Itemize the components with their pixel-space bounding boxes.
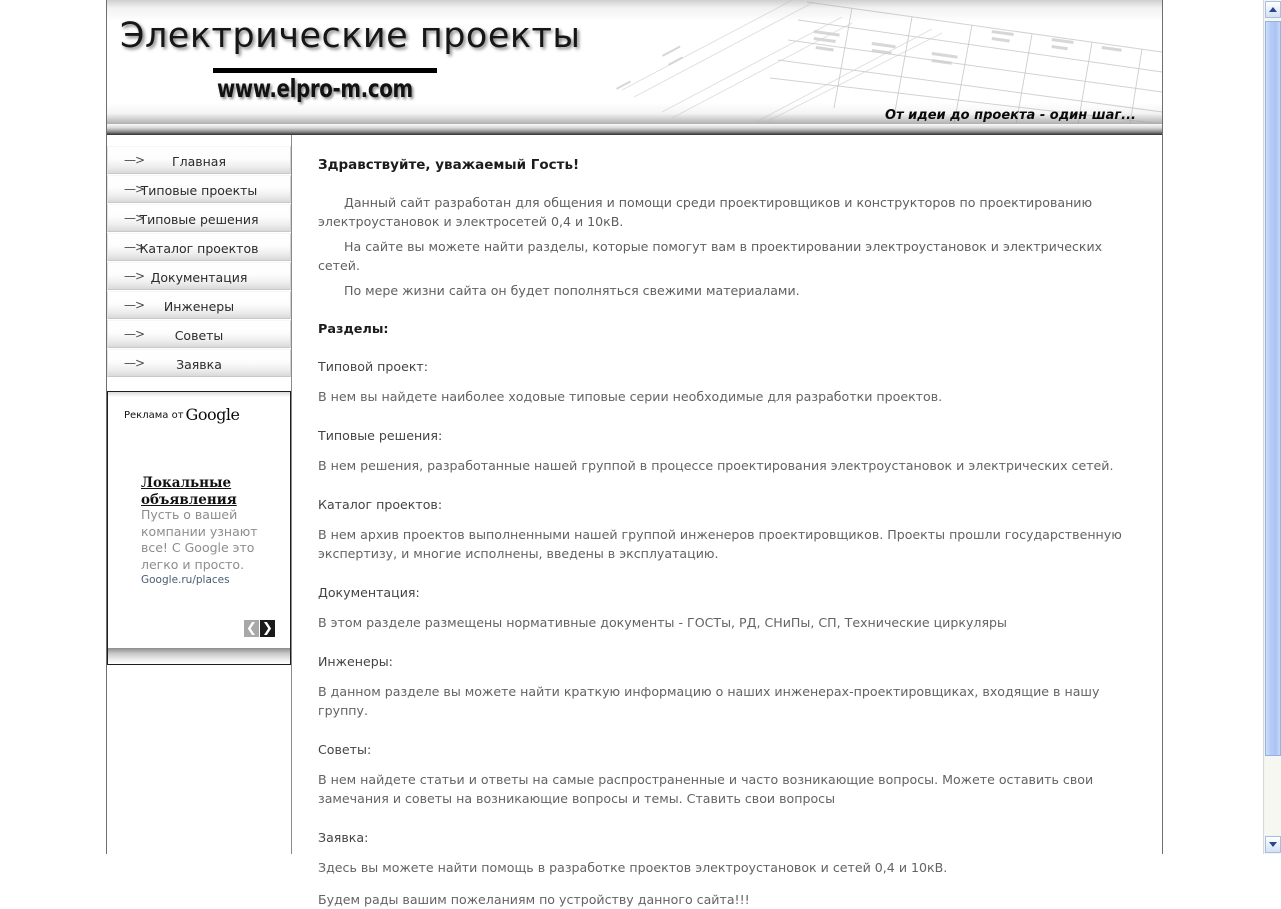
intro-paragraph: По мере жизни сайта он будет пополняться свежими материалами. bbox=[344, 283, 800, 298]
section-body: В нем архив проектов выполненными нашей группой инженеров проектировщиков. Проекты прошли государственную экспертизу, и многие исполнены, введены в эксплуатацию. bbox=[318, 527, 1122, 561]
sidebar-item-zayavka[interactable] bbox=[107, 349, 291, 377]
site-title: Электрические проекты bbox=[120, 16, 581, 56]
arrow-right-icon: —> bbox=[124, 298, 145, 312]
site-header bbox=[107, 0, 1162, 135]
section-body: В этом разделе размещены нормативные документы - ГОСТы, РД, СНиПы, СП, Технические циркуляры bbox=[318, 615, 1007, 630]
sidebar-item-inzhenery[interactable] bbox=[107, 291, 291, 319]
page-title: Здравствуйте, уважаемый Гость! bbox=[318, 157, 580, 173]
sidebar-item-label: Типовые проекты bbox=[140, 183, 258, 198]
arrow-right-icon: —> bbox=[124, 356, 145, 370]
arrow-right-icon: —> bbox=[124, 211, 145, 225]
section-body: Здесь вы можете найти помощь в разработке проектов электроустановок и сетей 0,4 и 10кВ. bbox=[318, 860, 948, 875]
sidebar-item-label: Каталог проектов bbox=[139, 241, 259, 256]
google-logo: Google bbox=[185, 405, 240, 424]
intro-paragraph: На сайте вы можете найти разделы, которые помогут вам в проектировании электроустановок и электрических сетей. bbox=[318, 239, 1103, 273]
sidebar-item-glavnaya[interactable] bbox=[107, 146, 291, 174]
page-body bbox=[107, 135, 1162, 907]
sidebar-item-label: Главная bbox=[172, 154, 226, 169]
ad-brand-prefix: Реклама от bbox=[124, 410, 184, 421]
scrollbar-thumb[interactable] bbox=[1265, 21, 1281, 756]
main-content bbox=[292, 135, 1162, 909]
sidebar-item-label: Инженеры bbox=[163, 299, 235, 314]
sections-heading: Разделы: bbox=[318, 322, 389, 337]
section-title: Инженеры: bbox=[318, 654, 393, 669]
ad-headline-link[interactable]: Локальные объявления bbox=[141, 475, 237, 508]
arrow-right-icon: —> bbox=[124, 182, 145, 196]
scroll-down-button[interactable] bbox=[1265, 836, 1281, 853]
sidebar-item-label: Документация bbox=[150, 270, 248, 285]
ad-prev-arrow-icon[interactable]: ❮ bbox=[244, 620, 259, 637]
ad-next-arrow-icon[interactable]: ❯ bbox=[260, 620, 275, 637]
ad-bottom-gradient bbox=[108, 648, 290, 664]
blueprint-artwork-image bbox=[602, 0, 1162, 124]
arrow-right-icon: —> bbox=[124, 327, 145, 341]
arrow-right-icon: —> bbox=[124, 269, 145, 283]
section-title: Советы: bbox=[318, 742, 372, 757]
vertical-scrollbar[interactable] bbox=[1263, 0, 1280, 854]
section-body: В нем решения, разработанные нашей группой в процессе проектирования электроустановок и электрических сетей. bbox=[318, 458, 1114, 473]
ad-display-url-link[interactable]: Google.ru/places bbox=[141, 574, 230, 586]
intro-paragraph: Данный сайт разработан для общения и помощи среди проектировщиков и конструкторов по проектированию электроустановок и электросетей 0,4 и 10кВ. bbox=[318, 195, 1093, 229]
ad-top-gradient bbox=[108, 392, 290, 397]
sidebar-item-dokumentaciya[interactable] bbox=[107, 262, 291, 290]
section-body: В данном разделе вы можете найти краткую информацию о наших инженерах-проектировщиках, входящие в нашу группу. bbox=[318, 684, 1100, 718]
title-underline-rule bbox=[213, 68, 437, 73]
section-body: В нем найдете статьи и ответы на самые распространенные и часто возникающие вопросы. Можете оставить свои замечания и советы на возникающие вопросы и темы. Ставить свои вопросы bbox=[318, 772, 1094, 806]
ad-body-text: Пусть о вашей компании узнают все! С Google это легко и просто. bbox=[141, 507, 258, 572]
arrow-right-icon: —> bbox=[124, 153, 145, 167]
sidebar-item-katalog-proektov[interactable] bbox=[107, 233, 291, 261]
arrow-right-icon: —> bbox=[124, 240, 145, 254]
section-title: Типовой проект: bbox=[318, 359, 428, 374]
sidebar-item-label: Типовые решения bbox=[139, 212, 259, 227]
sidebar-item-label: Советы bbox=[174, 328, 224, 343]
ad-brand-label bbox=[124, 405, 239, 424]
section-title: Заявка: bbox=[318, 830, 369, 845]
main-navigation-menu bbox=[107, 146, 291, 377]
site-tagline: От идеи до проекта - один шаг... bbox=[885, 108, 1136, 123]
header-bottom-bar bbox=[107, 124, 1162, 135]
sidebar-item-sovety[interactable] bbox=[107, 320, 291, 348]
section-title: Документация: bbox=[318, 585, 420, 600]
ad-pagination-controls bbox=[244, 620, 275, 637]
site-url: www.elpro-m.com bbox=[217, 74, 413, 103]
scroll-up-button[interactable] bbox=[1265, 1, 1281, 18]
sidebar bbox=[107, 135, 291, 665]
chevron-up-icon bbox=[1269, 7, 1277, 12]
section-title: Типовые решения: bbox=[318, 428, 443, 443]
sidebar-item-tipovye-proekty[interactable] bbox=[107, 175, 291, 203]
closing-paragraph: Будем рады вашим пожеланиям по устройству данного сайта!!! bbox=[318, 892, 750, 907]
google-ads-block bbox=[107, 391, 291, 665]
site-container bbox=[106, 0, 1163, 907]
sidebar-item-label: Заявка bbox=[176, 357, 222, 372]
section-title: Каталог проектов: bbox=[318, 497, 443, 512]
chevron-down-icon bbox=[1269, 842, 1277, 847]
sidebar-item-tipovye-resheniya[interactable] bbox=[107, 204, 291, 232]
section-body: В нем вы найдете наиболее ходовые типовые серии необходимые для разработки проектов. bbox=[318, 389, 943, 404]
